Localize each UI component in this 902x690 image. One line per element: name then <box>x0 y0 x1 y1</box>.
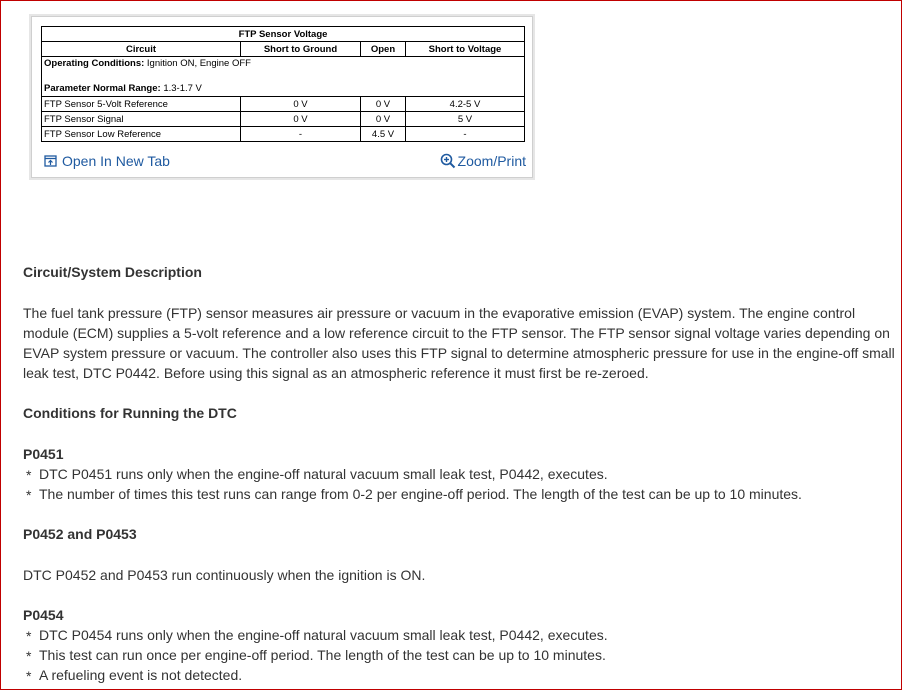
zoom-print-link[interactable] <box>440 153 526 169</box>
table-row <box>42 112 525 127</box>
subsection-title-p0452-p0453: P0452 and P0453 <box>23 526 137 542</box>
open-in-new-tab-icon <box>44 155 57 167</box>
conditions-cell <box>42 57 525 97</box>
list-item: * A refueling event is not detected. <box>23 665 895 685</box>
cell-short-to-ground: 0 V <box>241 112 361 127</box>
cell-short-to-ground: 0 V <box>241 97 361 112</box>
cell-short-to-voltage: 4.2-5 V <box>406 97 525 112</box>
list-item: * DTC P0451 runs only when the engine-off natural vacuum small leak test, P0442, executes. <box>23 464 895 484</box>
header-open: Open <box>361 42 406 57</box>
figure-links <box>42 153 526 173</box>
section-title-conditions: Conditions for Running the DTC <box>23 405 237 421</box>
operating-conditions-value: Ignition ON, Engine OFF <box>146 58 251 69</box>
p0452-p0453-paragraph: DTC P0452 and P0453 run continuously when the ignition is ON. <box>23 566 426 583</box>
open-in-new-tab-label: Open In New Tab <box>62 153 170 169</box>
table-title: FTP Sensor Voltage <box>42 27 525 42</box>
document-body <box>23 262 895 685</box>
magnifier-plus-icon <box>440 153 456 169</box>
table-row <box>42 127 525 142</box>
open-in-new-tab-link[interactable] <box>44 153 170 169</box>
cell-open: 0 V <box>361 97 406 112</box>
header-short-to-ground: Short to Ground <box>241 42 361 57</box>
circuit-description-paragraph: The fuel tank pressure (FTP) sensor measures air pressure or vacuum in the evaporative emission (EVAP) system. The engine control module (ECM) supplies a 5-volt reference and a low reference circuit to the FTP sensor. The FTP sensor signal voltage varies depending on EVAP system pressure or vacuum. The controller also uses this FTP signal to determine atmospheric pressure for use in the engine-off small leak test, DTC P0442. Before using this signal as an atmospheric reference it must first be re-zeroed. <box>23 304 895 381</box>
operating-conditions-label: Operating Conditions: <box>44 58 145 69</box>
ftp-voltage-figure <box>31 16 533 178</box>
cell-short-to-voltage: 5 V <box>406 112 525 127</box>
parameter-range-value: 1.3-1.7 V <box>163 82 202 94</box>
ftp-voltage-table <box>41 26 525 142</box>
table-row <box>42 97 525 112</box>
subsection-title-p0451: P0451 <box>23 445 64 462</box>
cell-circuit: FTP Sensor Low Reference <box>42 127 241 142</box>
zoom-print-label: Zoom/Print <box>457 153 526 169</box>
list-item: * The number of times this test runs can range from 0-2 per engine-off period. The length of the test can be up to 10 minutes. <box>23 484 895 504</box>
header-short-to-voltage: Short to Voltage <box>406 42 525 57</box>
cell-open: 0 V <box>361 112 406 127</box>
section-title-circuit-description: Circuit/System Description <box>23 264 202 280</box>
cell-open: 4.5 V <box>361 127 406 142</box>
cell-circuit: FTP Sensor 5-Volt Reference <box>42 97 241 112</box>
header-circuit: Circuit <box>42 42 241 57</box>
cell-short-to-ground: - <box>241 127 361 142</box>
subsection-title-p0454: P0454 <box>23 607 64 623</box>
parameter-range-label: Parameter Normal Range: <box>44 82 161 94</box>
list-item: * This test can run once per engine-off period. The length of the test can be up to 10 minutes. <box>23 645 895 665</box>
cell-short-to-voltage: - <box>406 127 525 142</box>
list-item: * DTC P0454 runs only when the engine-off natural vacuum small leak test, P0442, executes. <box>23 625 895 645</box>
cell-circuit: FTP Sensor Signal <box>42 112 241 127</box>
